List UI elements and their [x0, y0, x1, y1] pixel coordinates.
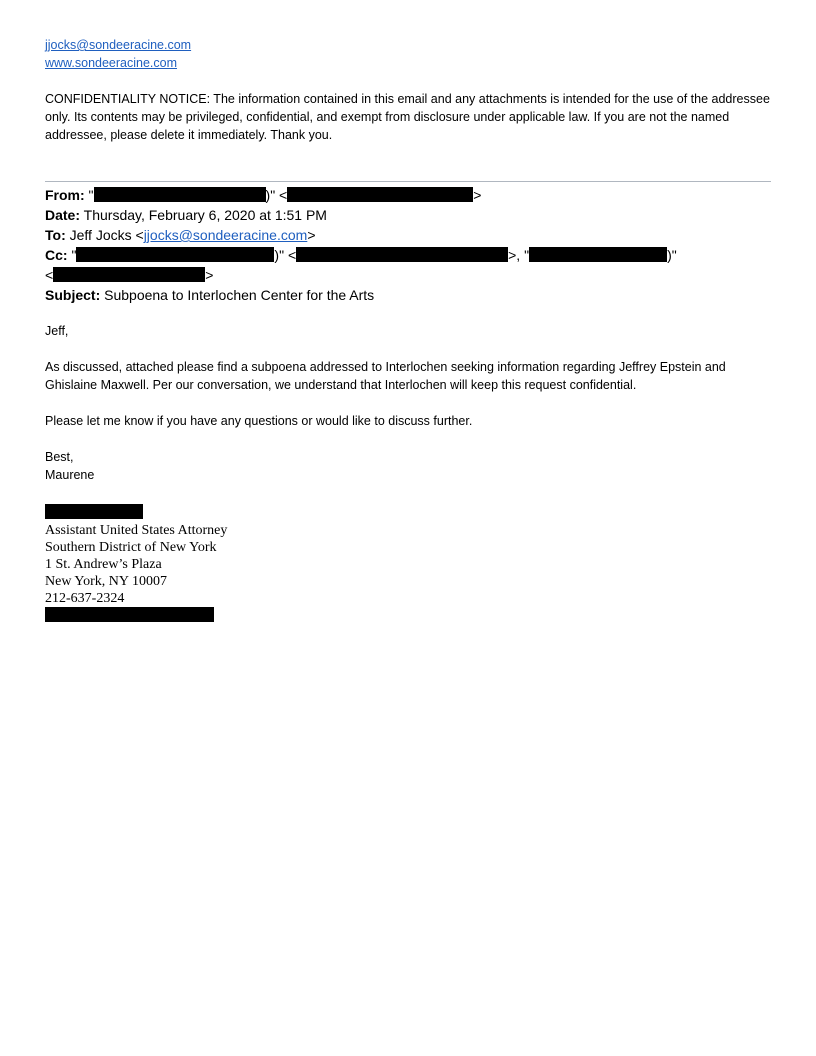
signer-name: Maurene [45, 468, 95, 482]
signature-office: Southern District of New York [45, 540, 217, 555]
confidentiality-notice: CONFIDENTIALITY NOTICE: The information contained in this email and any attachments is intended for the use of the addressee only. Its contents may be privileged, confidential, and exempt from disclosure under applicable law. If you are not the named addressee, please delete it immediately. Thank you. [45, 92, 770, 142]
quoted-signature-block [45, 36, 771, 144]
email-header [45, 185, 771, 305]
body-paragraph: Please let me know if you have any questions or would like to discuss further. [45, 414, 473, 428]
redaction-box [94, 187, 266, 202]
to-label: To: [45, 227, 66, 243]
cc-label: Cc: [45, 247, 68, 263]
redaction-box [45, 607, 214, 622]
cc-line-continued: < > [45, 267, 214, 283]
website-link[interactable]: www.sondeeracine.com [45, 56, 178, 70]
signature-block [45, 504, 227, 625]
greeting: Jeff, [45, 324, 69, 338]
signature-title: Assistant United States Attorney [45, 523, 228, 538]
email-body [45, 322, 771, 484]
redaction-box [287, 187, 473, 202]
from-line: From: " )" < > [45, 187, 482, 203]
redaction-box [529, 247, 667, 262]
body-paragraph: As discussed, attached please find a subpoena addressed to Interlochen seeking information regarding Jeffrey Epstein and Ghislaine Maxwell. Per our conversation, we understand that Interlochen will keep this request confidential. [45, 360, 726, 392]
redaction-box [45, 504, 143, 519]
signature-address: 1 St. Andrew’s Plaza [45, 557, 162, 572]
subject-line [45, 285, 771, 305]
from-label: From: [45, 187, 85, 203]
closing: Best, [45, 450, 74, 464]
email-link[interactable]: jjocks@sondeeracine.com [45, 38, 192, 52]
subject-label: Subject: [45, 287, 101, 303]
redaction-box [296, 247, 508, 262]
date-value: Thursday, February 6, 2020 at 1:51 PM [83, 207, 327, 223]
to-name: Jeff Jocks < [69, 227, 144, 243]
header-divider [45, 181, 771, 182]
to-email-link[interactable]: jjocks@sondeeracine.com [143, 227, 308, 243]
cc-line: Cc: " )" < >, " )" [45, 247, 677, 263]
date-label: Date: [45, 207, 81, 223]
to-line [45, 225, 771, 245]
signature-phone: 212-637-2324 [45, 591, 125, 606]
redaction-box [53, 267, 205, 282]
to-close: > [307, 227, 316, 243]
signature-city: New York, NY 10007 [45, 574, 167, 589]
redaction-box [76, 247, 274, 262]
date-line [45, 205, 771, 225]
subject-value: Subpoena to Interlochen Center for the Arts [104, 287, 375, 303]
